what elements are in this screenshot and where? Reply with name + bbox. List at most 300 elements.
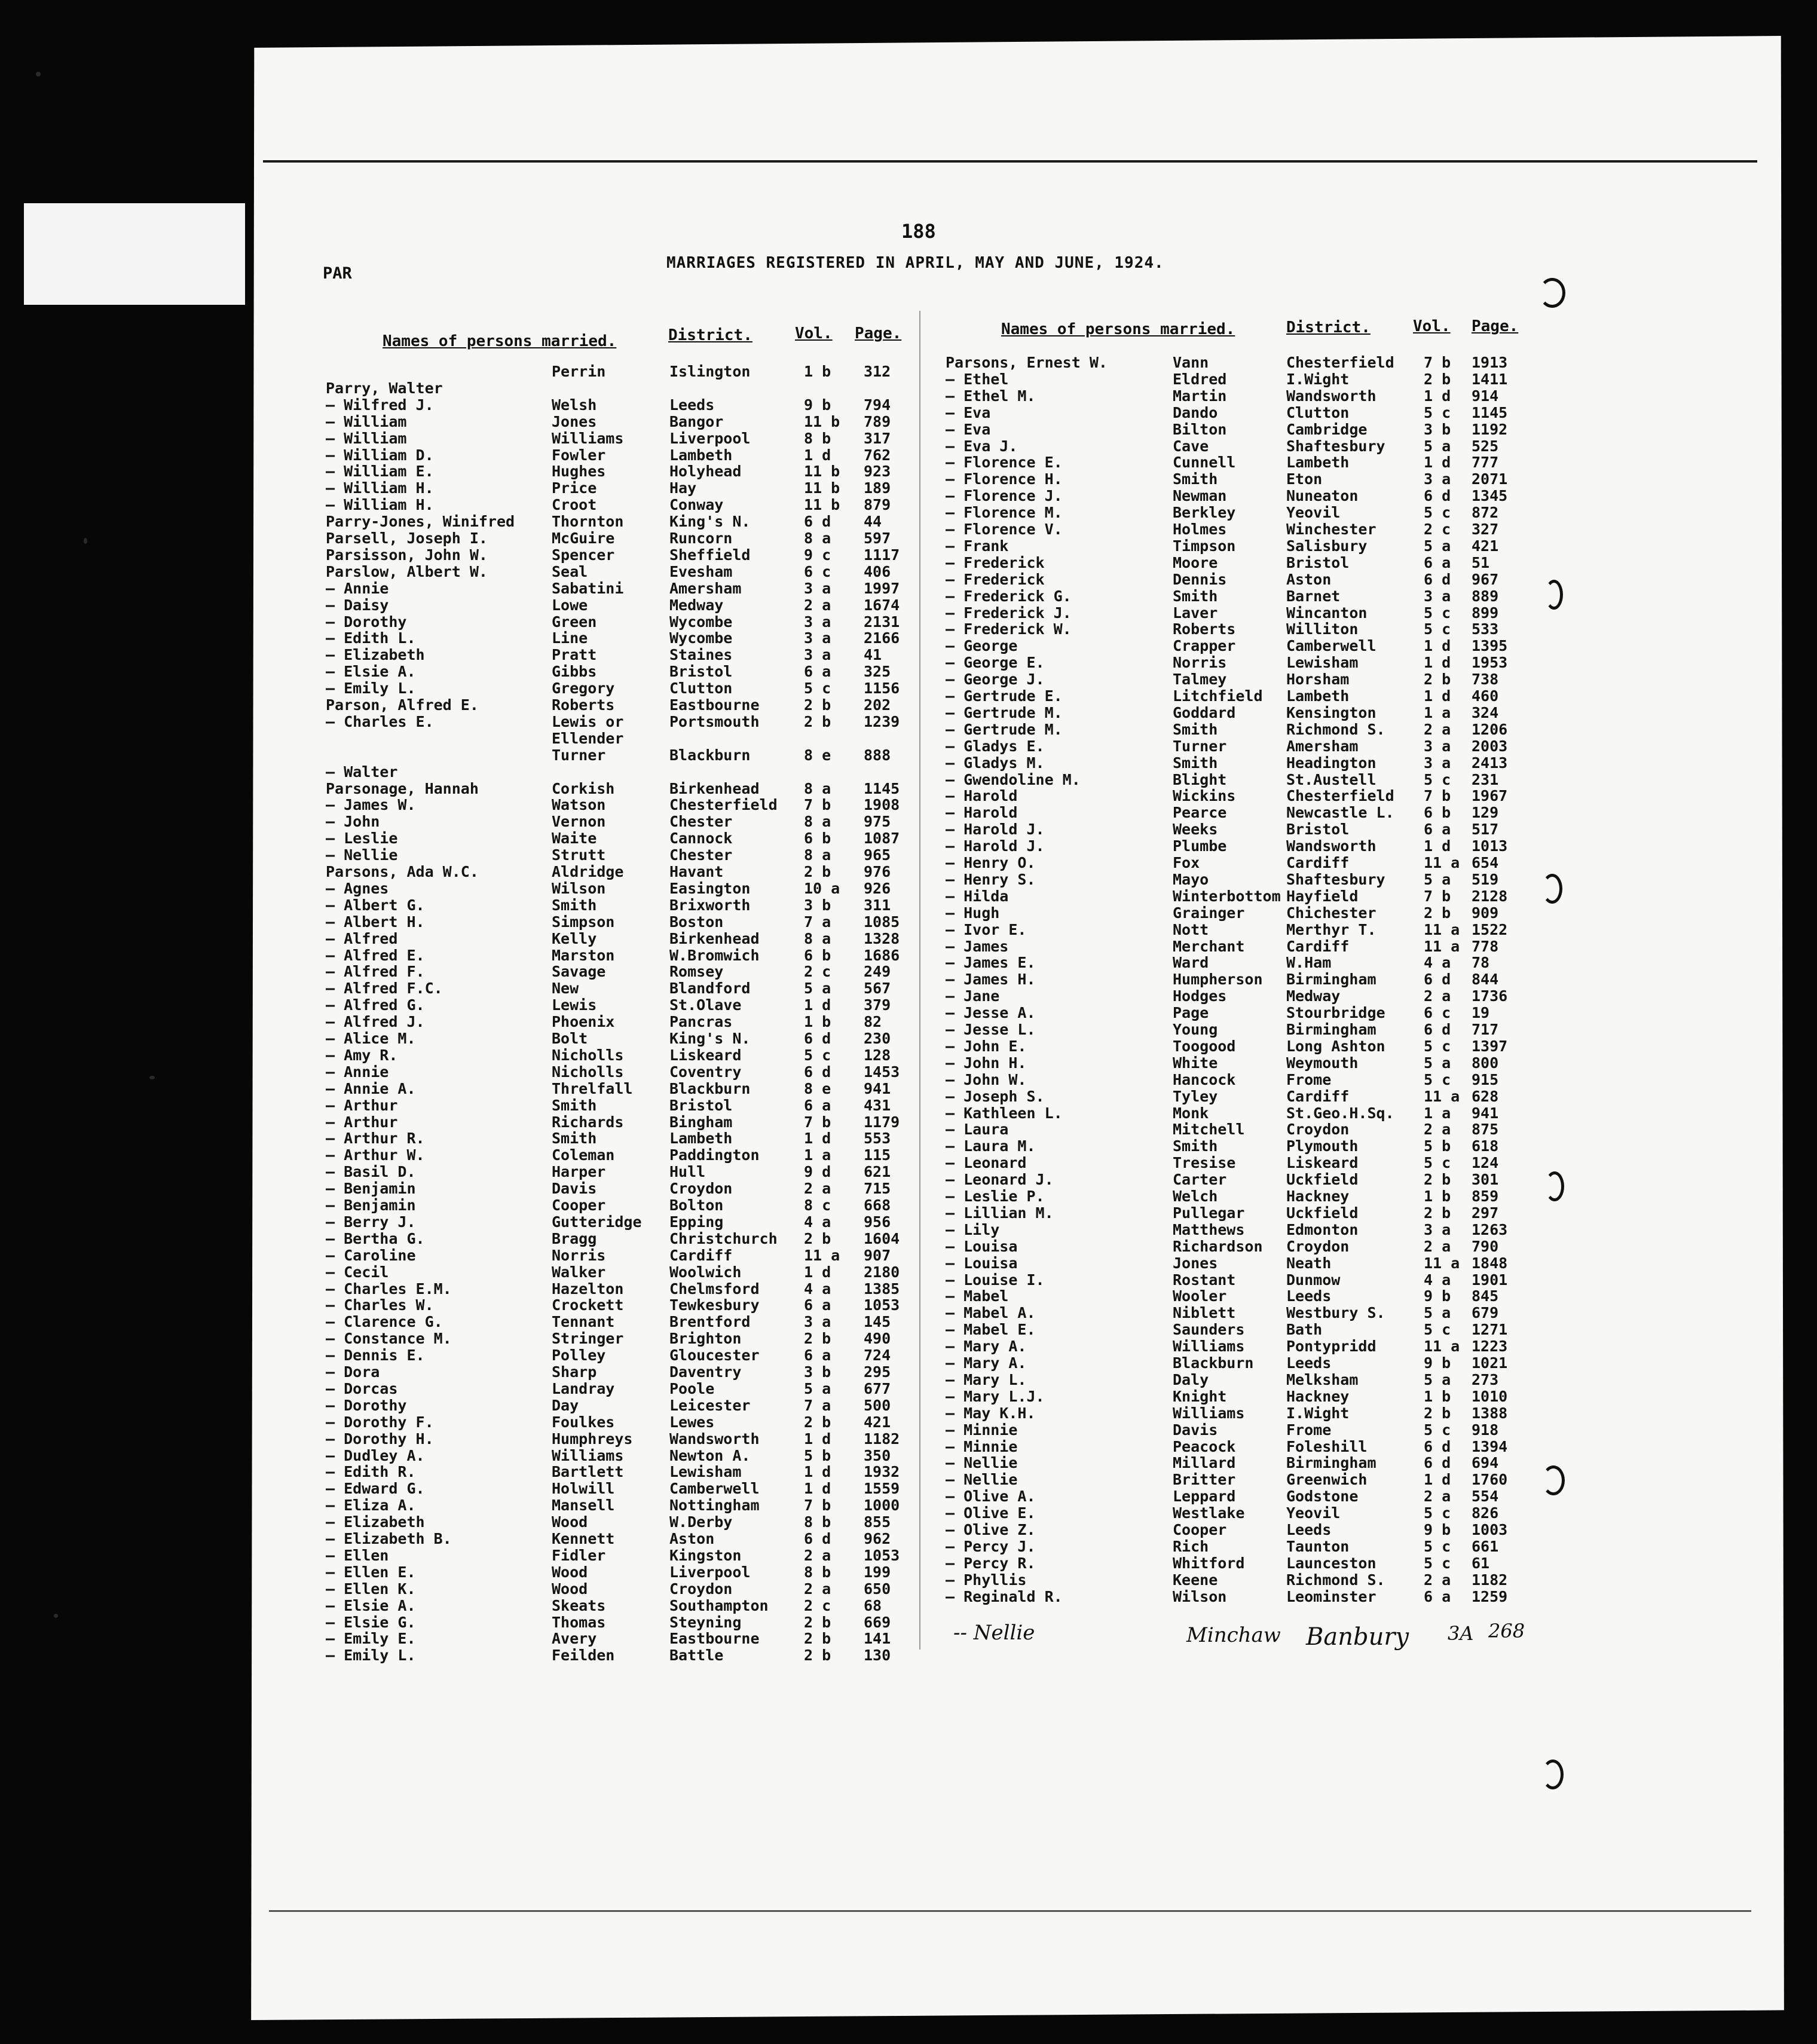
page-ref: 525 bbox=[1472, 437, 1499, 455]
volume: 11 a bbox=[1424, 1254, 1460, 1272]
spouse-surname: Niblett bbox=[1173, 1304, 1236, 1322]
district: Leeds bbox=[1286, 1287, 1332, 1305]
person-name: — Ellen bbox=[326, 1546, 389, 1564]
volume: 3 b bbox=[1424, 420, 1451, 438]
person-name: — Elizabeth bbox=[326, 646, 425, 664]
volume: 11 b bbox=[804, 412, 840, 430]
spouse-surname: Monk bbox=[1173, 1104, 1209, 1122]
handwritten-spouse: Minchaw bbox=[1186, 1623, 1281, 1647]
page-ref: 965 bbox=[864, 846, 891, 864]
person-name: — Elizabeth B. bbox=[326, 1530, 452, 1547]
page-ref: 1345 bbox=[1472, 487, 1508, 505]
person-name: — Jane bbox=[946, 987, 1000, 1005]
page-ref: 1901 bbox=[1472, 1271, 1508, 1289]
person-name: — Wilfred J. bbox=[326, 396, 434, 414]
page-ref: 941 bbox=[1472, 1104, 1499, 1122]
spouse-surname: Avery bbox=[552, 1630, 597, 1648]
register-row bbox=[946, 554, 1543, 571]
spouse-surname: Carter bbox=[1173, 1171, 1227, 1189]
page-ref: 317 bbox=[864, 429, 891, 447]
district: Neath bbox=[1286, 1254, 1332, 1272]
register-row bbox=[326, 947, 923, 963]
district: Lambeth bbox=[1286, 687, 1350, 705]
spouse-surname: Kelly bbox=[552, 929, 597, 947]
district: Lambeth bbox=[1286, 454, 1350, 472]
register-row bbox=[326, 1247, 923, 1263]
person-name: — Mabel E. bbox=[946, 1321, 1036, 1339]
page-ref: 1674 bbox=[864, 596, 900, 614]
page-ref: 61 bbox=[1472, 1554, 1490, 1572]
spouse-surname: Jones bbox=[552, 412, 597, 430]
spouse-surname: Smith bbox=[1173, 720, 1218, 738]
volume: 8 e bbox=[804, 746, 831, 764]
spouse-surname: Cooper bbox=[1173, 1521, 1227, 1538]
district: Lambeth bbox=[669, 1130, 733, 1148]
page-ref: 1021 bbox=[1472, 1354, 1508, 1372]
district: Bristol bbox=[1286, 821, 1350, 839]
person-name: — Eliza A. bbox=[326, 1497, 416, 1514]
person-name: — Minnie bbox=[946, 1421, 1018, 1439]
register-row bbox=[326, 496, 923, 513]
volume: 5 a bbox=[1424, 537, 1451, 555]
district: St.Geo.H.Sq. bbox=[1286, 1104, 1394, 1122]
district: Clutton bbox=[1286, 403, 1350, 421]
person-name: — Gertrude E. bbox=[946, 687, 1063, 705]
spouse-surname: Williams bbox=[1173, 1404, 1245, 1422]
district: Portsmouth bbox=[669, 712, 760, 730]
page-ref: 1913 bbox=[1472, 354, 1508, 371]
spouse-surname: Smith bbox=[1173, 587, 1218, 605]
page-ref: 379 bbox=[864, 996, 891, 1014]
spouse-surname: New bbox=[552, 980, 579, 997]
register-row bbox=[946, 1238, 1543, 1254]
page-ref: 1953 bbox=[1472, 654, 1508, 672]
register-row bbox=[326, 1097, 923, 1113]
district: Cardiff bbox=[1286, 854, 1350, 871]
page-ref: 1932 bbox=[864, 1463, 900, 1481]
scan-speck bbox=[149, 1076, 155, 1079]
spouse-surname: Wilson bbox=[1173, 1587, 1227, 1605]
register-row bbox=[946, 1438, 1543, 1455]
page-ref: 724 bbox=[864, 1347, 891, 1364]
district: Bristol bbox=[669, 663, 733, 681]
spouse-surname: Sabatini bbox=[552, 579, 624, 597]
person-name: — Alfred F.C. bbox=[326, 980, 443, 997]
person-name: — Jesse L. bbox=[946, 1021, 1036, 1038]
register-row bbox=[326, 713, 923, 730]
person-name: — Benjamin bbox=[326, 1197, 416, 1214]
register-row bbox=[946, 704, 1543, 721]
district: Birkenhead bbox=[669, 779, 760, 797]
volume: 7 b bbox=[1424, 887, 1451, 905]
spouse-surname: Smith bbox=[552, 1130, 597, 1148]
district: Clutton bbox=[669, 680, 733, 697]
volume: 5 c bbox=[1424, 1421, 1451, 1439]
volume: 11 b bbox=[804, 479, 840, 497]
page-ref: 654 bbox=[1472, 854, 1499, 871]
register-row bbox=[326, 513, 923, 530]
register-row bbox=[326, 1230, 923, 1247]
spouse-surname: Nicholls bbox=[552, 1046, 624, 1064]
volume: 2 b bbox=[804, 1413, 831, 1431]
page-ref: 907 bbox=[864, 1246, 891, 1264]
register-row bbox=[946, 604, 1543, 621]
spouse-surname: Hughes bbox=[552, 463, 606, 481]
volume: 7 a bbox=[804, 913, 831, 931]
volume: 4 a bbox=[1424, 954, 1451, 972]
person-name: — William E. bbox=[326, 463, 434, 481]
volume: 8 b bbox=[804, 1563, 831, 1581]
district: Edmonton bbox=[1286, 1220, 1359, 1238]
volume: 4 a bbox=[804, 1280, 831, 1298]
index-code: PAR bbox=[323, 264, 352, 283]
page-ref: 1395 bbox=[1472, 637, 1508, 655]
spouse-surname: Matthews bbox=[1173, 1220, 1245, 1238]
district: Holyhead bbox=[669, 463, 742, 481]
district: I.Wight bbox=[1286, 1404, 1350, 1422]
volume: 3 a bbox=[804, 579, 831, 597]
register-row bbox=[946, 721, 1543, 738]
person-name: — Louisa bbox=[946, 1254, 1018, 1272]
spouse-surname: Gutteridge bbox=[552, 1213, 642, 1231]
spouse-surname: Litchfield bbox=[1173, 687, 1263, 705]
person-name: — Cecil bbox=[326, 1263, 389, 1281]
page-ref: 1760 bbox=[1472, 1471, 1508, 1489]
register-row bbox=[326, 1213, 923, 1230]
spouse-surname: Keene bbox=[1173, 1571, 1218, 1589]
volume: 11 a bbox=[1424, 854, 1460, 871]
volume: 3 a bbox=[804, 1313, 831, 1331]
district: Frome bbox=[1286, 1421, 1332, 1439]
volume: 9 b bbox=[804, 396, 831, 414]
register-row bbox=[946, 504, 1543, 521]
scan-speck bbox=[84, 538, 87, 544]
person-name: — Alfred G. bbox=[326, 996, 425, 1014]
volume: 1 d bbox=[804, 1430, 831, 1448]
register-row bbox=[326, 1547, 923, 1563]
volume: 11 a bbox=[1424, 1338, 1460, 1355]
district: Wandsworth bbox=[669, 1430, 760, 1448]
left-header-vol: Vol. bbox=[795, 325, 833, 342]
volume: 6 a bbox=[804, 1347, 831, 1364]
register-row bbox=[946, 671, 1543, 687]
spouse-surname: Pullegar bbox=[1173, 1204, 1245, 1222]
register-row bbox=[946, 521, 1543, 537]
register-row bbox=[946, 1538, 1543, 1555]
page-ref: 628 bbox=[1472, 1087, 1499, 1105]
page-ref: 923 bbox=[864, 463, 891, 481]
page-ref: 899 bbox=[1472, 604, 1499, 622]
spouse-surname: Britter bbox=[1173, 1471, 1236, 1489]
volume: 5 c bbox=[1424, 1321, 1451, 1339]
volume: 1 d bbox=[1424, 687, 1451, 705]
volume: 3 a bbox=[1424, 470, 1451, 488]
district: St.Olave bbox=[669, 996, 742, 1014]
person-name: — Gwendoline M. bbox=[946, 770, 1081, 788]
register-row bbox=[326, 1030, 923, 1047]
spouse-surname: Norris bbox=[552, 1246, 606, 1264]
district: Easington bbox=[669, 879, 751, 897]
page-ref: 297 bbox=[1472, 1204, 1499, 1222]
district: Steyning bbox=[669, 1613, 742, 1631]
person-name: — Alfred E. bbox=[326, 946, 425, 964]
spouse-surname: Turner bbox=[552, 746, 606, 764]
spouse-surname: Westlake bbox=[1173, 1504, 1245, 1522]
person-name: — Minnie bbox=[946, 1437, 1018, 1455]
person-name: — Emily L. bbox=[326, 680, 416, 697]
register-row bbox=[326, 846, 923, 863]
district: Brighton bbox=[669, 1330, 742, 1348]
volume: 5 c bbox=[1424, 1070, 1451, 1088]
person-name: — James H. bbox=[946, 971, 1036, 989]
person-name: — Arthur bbox=[326, 1113, 398, 1131]
volume: 1 b bbox=[804, 363, 831, 380]
person-name: — Eva bbox=[946, 403, 991, 421]
page-ref: 68 bbox=[864, 1596, 882, 1614]
spouse-surname: Bragg bbox=[552, 1229, 597, 1247]
district: W.Bromwich bbox=[669, 946, 760, 964]
person-name: — Dorothy bbox=[326, 613, 407, 631]
register-row bbox=[326, 1614, 923, 1630]
volume: 6 d bbox=[1424, 487, 1451, 505]
person-name: — Henry O. bbox=[946, 854, 1036, 871]
district: Aston bbox=[669, 1530, 715, 1547]
district: Staines bbox=[669, 646, 733, 664]
volume: 6 d bbox=[804, 1063, 831, 1081]
person-name: Parsell, Joseph I. bbox=[326, 530, 488, 547]
person-name: — Jesse A. bbox=[946, 1004, 1036, 1022]
spouse-surname: Nott bbox=[1173, 920, 1209, 938]
spouse-surname: Kennett bbox=[552, 1530, 615, 1547]
spouse-surname: Williams bbox=[552, 429, 624, 447]
person-name: — Clarence G. bbox=[326, 1313, 443, 1331]
person-name: — Joseph S. bbox=[946, 1087, 1045, 1105]
district: W.Derby bbox=[669, 1513, 733, 1531]
volume: 2 b bbox=[804, 863, 831, 880]
person-name: — Alice M. bbox=[326, 1030, 416, 1047]
person-name: — William H. bbox=[326, 479, 434, 497]
page-ref: 677 bbox=[864, 1379, 891, 1397]
register-row bbox=[946, 987, 1543, 1004]
district: Liskeard bbox=[669, 1046, 742, 1064]
volume: 4 a bbox=[804, 1213, 831, 1231]
handwritten-district: Banbury bbox=[1306, 1623, 1409, 1651]
spouse-surname: Turner bbox=[1173, 737, 1227, 755]
register-row bbox=[946, 921, 1543, 938]
page-ref: 1182 bbox=[1472, 1571, 1508, 1589]
spouse-surname: Waite bbox=[552, 830, 597, 847]
district: Nottingham bbox=[669, 1497, 760, 1514]
district: Wandsworth bbox=[1286, 387, 1376, 405]
spouse-surname: Rostant bbox=[1173, 1271, 1236, 1289]
register-row bbox=[326, 1080, 923, 1097]
page-ref: 1087 bbox=[864, 830, 900, 847]
scan-speck bbox=[36, 72, 41, 77]
register-row bbox=[946, 871, 1543, 888]
district: Christchurch bbox=[669, 1229, 778, 1247]
district: Yeovil bbox=[1286, 1504, 1341, 1522]
district: Hayfield bbox=[1286, 887, 1359, 905]
page-ref: 962 bbox=[864, 1530, 891, 1547]
district: Islington bbox=[669, 363, 751, 380]
volume: 3 a bbox=[804, 629, 831, 647]
person-name: — Charles E. bbox=[326, 712, 434, 730]
spouse-surname: Perrin bbox=[552, 363, 606, 380]
spouse-surname: Merchant bbox=[1173, 937, 1245, 955]
spouse-surname: Rich bbox=[1173, 1537, 1209, 1555]
spouse-surname: Seal bbox=[552, 562, 588, 580]
spouse-surname: Smith bbox=[552, 1096, 597, 1114]
person-name: — Harold bbox=[946, 787, 1018, 805]
person-name: — Florence H. bbox=[946, 470, 1063, 488]
volume: 5 a bbox=[1424, 1054, 1451, 1072]
district: Chesterfield bbox=[1286, 787, 1394, 805]
person-name: — Arthur bbox=[326, 1096, 398, 1114]
right-header-vol: Vol. bbox=[1413, 317, 1451, 335]
volume: 6 d bbox=[804, 513, 831, 531]
page-ref: 567 bbox=[864, 980, 891, 997]
spouse-surname: Welch bbox=[1173, 1188, 1218, 1205]
district: Coventry bbox=[669, 1063, 742, 1081]
volume: 6 d bbox=[1424, 1437, 1451, 1455]
page-ref: 2071 bbox=[1472, 470, 1508, 488]
spouse-surname: Vernon bbox=[552, 813, 606, 831]
spouse-surname: Holmes bbox=[1173, 521, 1227, 538]
page-ref: 78 bbox=[1472, 954, 1490, 972]
register-row bbox=[946, 1371, 1543, 1388]
volume: 3 a bbox=[1424, 737, 1451, 755]
register-row bbox=[326, 546, 923, 563]
volume: 1 d bbox=[804, 1480, 831, 1498]
spouse-surname: Davis bbox=[1173, 1421, 1218, 1439]
person-name: — Alfred F. bbox=[326, 963, 425, 981]
volume: 5 c bbox=[1424, 1504, 1451, 1522]
person-name: — Frederick W. bbox=[946, 620, 1072, 638]
register-row bbox=[946, 1287, 1543, 1304]
person-name: — Dora bbox=[326, 1363, 380, 1381]
register-row bbox=[946, 888, 1543, 904]
person-name: — John bbox=[326, 813, 380, 831]
volume: 2 b bbox=[804, 1630, 831, 1648]
district: Leeds bbox=[1286, 1354, 1332, 1372]
person-name: — Arthur R. bbox=[326, 1130, 425, 1148]
person-name: — Alfred bbox=[326, 929, 398, 947]
district: Bristol bbox=[1286, 553, 1350, 571]
spouse-surname: Mansell bbox=[552, 1497, 615, 1514]
register-row bbox=[326, 930, 923, 947]
volume: 10 a bbox=[804, 879, 840, 897]
volume: 1 d bbox=[1424, 654, 1451, 672]
volume: 3 b bbox=[804, 1363, 831, 1381]
right-header-names: Names of persons married. bbox=[1001, 320, 1235, 338]
register-row bbox=[946, 787, 1543, 804]
district: Wycombe bbox=[669, 629, 733, 647]
page-ref: 915 bbox=[1472, 1070, 1499, 1088]
district: Brixworth bbox=[669, 896, 751, 914]
register-row bbox=[326, 1363, 923, 1380]
volume: 2 a bbox=[804, 1546, 831, 1564]
district: Leeds bbox=[1286, 1521, 1332, 1538]
spouse-surname: Aldridge bbox=[552, 863, 624, 880]
person-name: — Daisy bbox=[326, 596, 389, 614]
volume: 7 a bbox=[804, 1396, 831, 1414]
spouse-surname: Coleman bbox=[552, 1146, 615, 1164]
person-name: — Gladys E. bbox=[946, 737, 1045, 755]
person-name: — John H. bbox=[946, 1054, 1027, 1072]
binder-hole bbox=[1542, 874, 1562, 904]
district: Woolwich bbox=[669, 1263, 742, 1281]
spouse-surname: Croot bbox=[552, 496, 597, 514]
page-ref: 1411 bbox=[1472, 370, 1508, 388]
volume: 11 b bbox=[804, 463, 840, 481]
district: Cardiff bbox=[1286, 1087, 1350, 1105]
spouse-surname: Thomas bbox=[552, 1613, 606, 1631]
spouse-surname: Wilson bbox=[552, 879, 606, 897]
register-row bbox=[946, 1521, 1543, 1538]
spouse-surname: Polley bbox=[552, 1347, 606, 1364]
district: Aston bbox=[1286, 570, 1332, 588]
page-ref: 967 bbox=[1472, 570, 1499, 588]
spouse-surname: Green bbox=[552, 613, 597, 631]
volume: 5 c bbox=[1424, 770, 1451, 788]
spouse-surname: Blackburn bbox=[1173, 1354, 1254, 1372]
page-ref: 327 bbox=[1472, 521, 1499, 538]
person-name: — Gladys M. bbox=[946, 754, 1045, 772]
spouse-surname: Leppard bbox=[1173, 1488, 1236, 1506]
district: Williton bbox=[1286, 620, 1359, 638]
person-name: — Mabel A. bbox=[946, 1304, 1036, 1322]
register-row bbox=[326, 413, 923, 430]
binder-hole bbox=[1545, 580, 1563, 610]
district: Bath bbox=[1286, 1321, 1323, 1339]
page-ref: 597 bbox=[864, 530, 891, 547]
person-name: — Olive A. bbox=[946, 1488, 1036, 1506]
volume: 5 a bbox=[1424, 870, 1451, 888]
spouse-surname: McGuire bbox=[552, 530, 615, 547]
page-ref: 301 bbox=[1472, 1171, 1499, 1189]
register-row bbox=[326, 680, 923, 696]
spouse-surname: Vann bbox=[1173, 354, 1209, 371]
person-name: — Alfred J. bbox=[326, 1013, 425, 1031]
person-name: — Ellen E. bbox=[326, 1563, 416, 1581]
spouse-surname: Welsh bbox=[552, 396, 597, 414]
person-name: — Edith L. bbox=[326, 629, 416, 647]
scan-speck bbox=[54, 1614, 58, 1618]
spouse-surname: Toogood bbox=[1173, 1037, 1236, 1055]
volume: 5 c bbox=[1424, 604, 1451, 622]
page-ref: 826 bbox=[1472, 1504, 1499, 1522]
page-ref: 1053 bbox=[864, 1296, 900, 1314]
volume: 2 c bbox=[1424, 521, 1451, 538]
register-row bbox=[326, 663, 923, 680]
page-ref: 1328 bbox=[864, 929, 900, 947]
person-name: — Florence E. bbox=[946, 454, 1063, 472]
register-row bbox=[326, 1463, 923, 1480]
page-ref: 421 bbox=[1472, 537, 1499, 555]
page-ref: 295 bbox=[864, 1363, 891, 1381]
spouse-surname: Crapper bbox=[1173, 637, 1236, 655]
register-row bbox=[946, 354, 1543, 371]
page-ref: 859 bbox=[1472, 1188, 1499, 1205]
district: Conway bbox=[669, 496, 724, 514]
spouse-surname: Newman bbox=[1173, 487, 1227, 505]
register-row bbox=[946, 1388, 1543, 1405]
register-row bbox=[946, 1421, 1543, 1438]
volume: 6 d bbox=[1424, 570, 1451, 588]
page-ref: 1736 bbox=[1472, 987, 1508, 1005]
page-ref: 794 bbox=[864, 396, 891, 414]
district: Greenwich bbox=[1286, 1471, 1368, 1489]
